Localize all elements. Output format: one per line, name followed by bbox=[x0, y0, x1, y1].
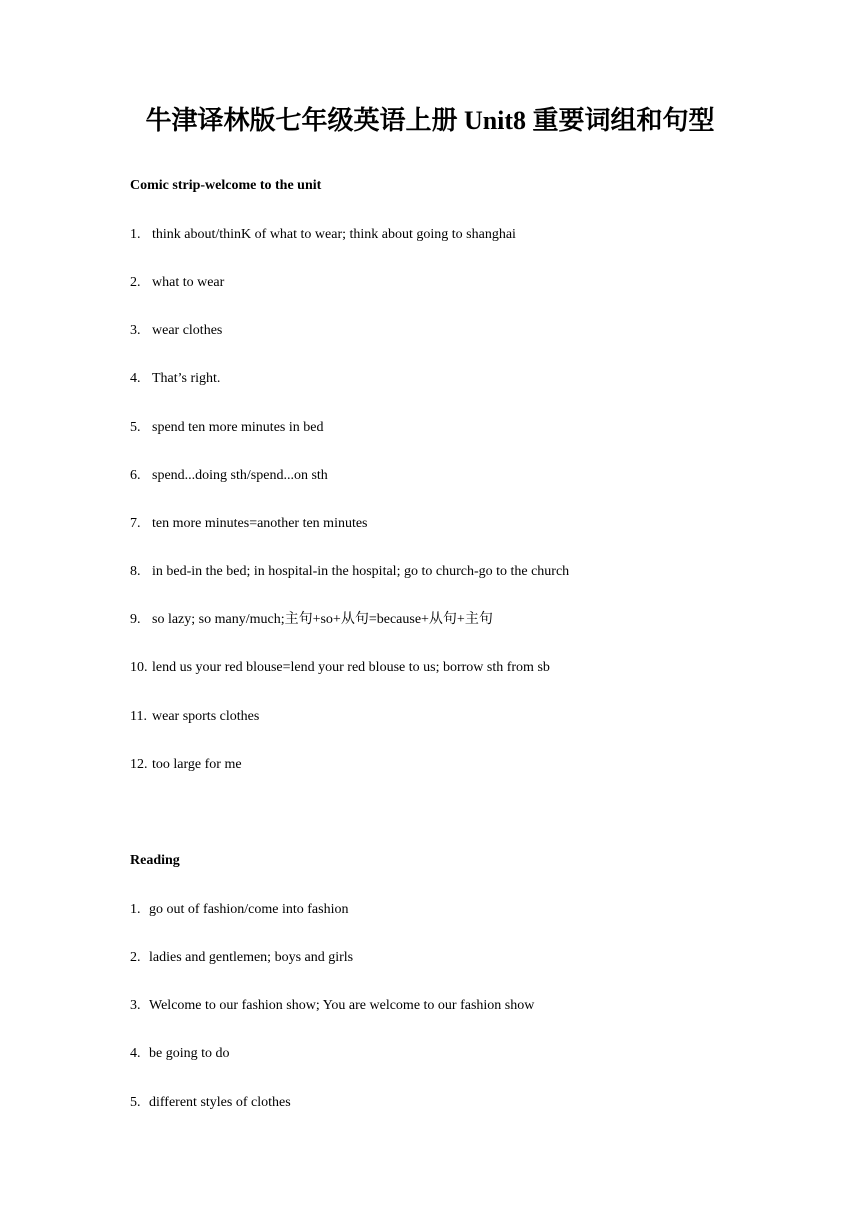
item-text: wear clothes bbox=[152, 323, 223, 338]
item-text: That’s right. bbox=[152, 371, 221, 386]
item-number: 2. bbox=[130, 950, 141, 965]
item-text: in bed-in the bed; in hospital-in the hospital; go to church-go to the church bbox=[152, 564, 570, 579]
list-item bbox=[130, 901, 348, 919]
list-item bbox=[130, 467, 328, 485]
item-text: think about/thinK of what to wear; think about going to shanghai bbox=[152, 227, 516, 242]
item-text: go out of fashion/come into fashion bbox=[149, 902, 349, 917]
list-item bbox=[130, 659, 550, 677]
page-title: 牛津译林版七年级英语上册 Unit8 重要词组和句型 bbox=[145, 106, 715, 135]
item-number: 12. bbox=[130, 757, 148, 772]
list-item bbox=[130, 611, 493, 629]
item-number: 7. bbox=[130, 516, 141, 531]
item-text: different styles of clothes bbox=[149, 1095, 291, 1110]
list-item bbox=[130, 515, 368, 533]
list-item bbox=[130, 419, 323, 437]
list-item bbox=[130, 274, 224, 292]
item-number: 5. bbox=[130, 1095, 141, 1110]
list-item bbox=[130, 322, 222, 340]
list-item bbox=[130, 563, 569, 581]
item-text: Welcome to our fashion show; You are welcome to our fashion show bbox=[149, 998, 535, 1013]
item-number: 10. bbox=[130, 660, 148, 675]
item-text: spend...doing sth/spend...on sth bbox=[152, 468, 328, 483]
item-text: so lazy; so many/much;主句+so+从句=because+从句+主句 bbox=[152, 612, 493, 627]
section-heading-comic-strip: Comic strip-welcome to the unit bbox=[130, 178, 322, 193]
item-number: 1. bbox=[130, 902, 141, 917]
list-item bbox=[130, 1045, 230, 1063]
item-number: 3. bbox=[130, 998, 141, 1013]
item-text: ten more minutes=another ten minutes bbox=[152, 516, 368, 531]
section-heading-reading: Reading bbox=[130, 853, 180, 868]
item-number: 4. bbox=[130, 1046, 141, 1061]
item-text: be going to do bbox=[149, 1046, 230, 1061]
list-item bbox=[130, 997, 534, 1015]
item-text: what to wear bbox=[152, 275, 225, 290]
item-number: 1. bbox=[130, 227, 141, 242]
item-text: too large for me bbox=[152, 757, 242, 772]
list-item bbox=[130, 226, 516, 244]
list-item bbox=[130, 370, 220, 388]
item-number: 5. bbox=[130, 420, 141, 435]
item-number: 3. bbox=[130, 323, 141, 338]
item-number: 8. bbox=[130, 564, 141, 579]
item-text: spend ten more minutes in bed bbox=[152, 420, 324, 435]
item-text: wear sports clothes bbox=[152, 709, 260, 724]
item-text: ladies and gentlemen; boys and girls bbox=[149, 950, 354, 965]
list-item bbox=[130, 1094, 291, 1112]
list-item bbox=[130, 756, 242, 774]
item-number: 4. bbox=[130, 371, 141, 386]
item-number: 11. bbox=[130, 709, 147, 724]
list-item bbox=[130, 708, 259, 726]
item-text: lend us your red blouse=lend your red blouse to us; borrow sth from sb bbox=[152, 660, 550, 675]
list-item bbox=[130, 949, 353, 967]
item-number: 2. bbox=[130, 275, 141, 290]
item-number: 9. bbox=[130, 612, 141, 627]
item-number: 6. bbox=[130, 468, 141, 483]
